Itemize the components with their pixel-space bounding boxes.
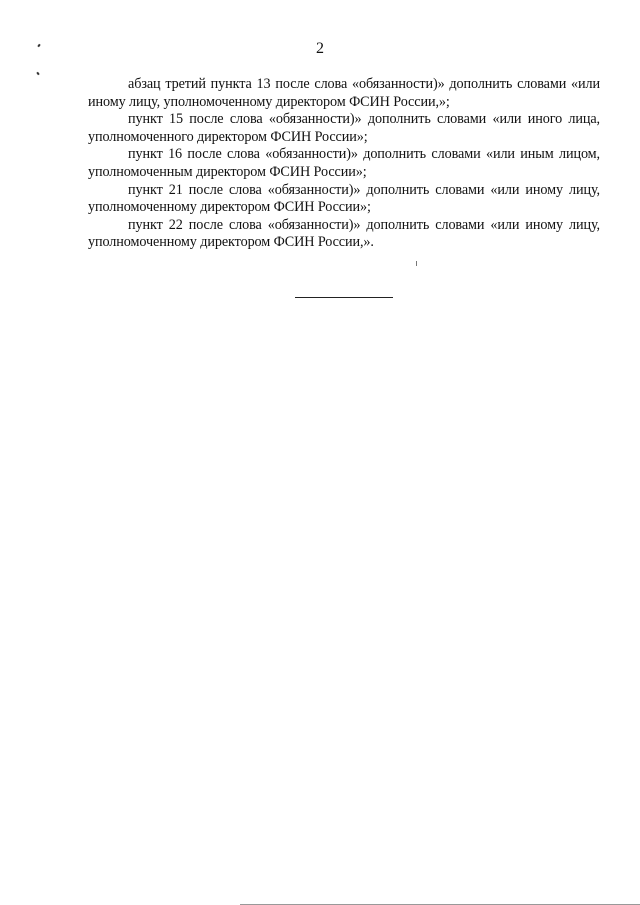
end-separator-line	[295, 297, 393, 298]
amendment-paragraph-3: пункт 16 после слова «обязанности)» дополнить словами «или иным лицом, уполномоченным директором ФСИН России»;	[88, 146, 600, 180]
amendment-paragraph-4: пункт 21 после слова «обязанности)» дополнить словами «или иному лицу, уполномоченному директором ФСИН России»;	[88, 181, 600, 216]
amendment-paragraph-5: пункт 22 после слова «обязанности)» дополнить словами «или иному лицу, уполномоченному директором ФСИН России,».	[88, 216, 600, 251]
amendment-paragraph-1: абзац третий пункта 13 после слова «обязанности)» дополнить словами «или иному лицу, уполномоченному директором ФСИН России,»;	[88, 76, 600, 110]
document-body	[88, 76, 600, 252]
amendment-paragraph-2: пункт 15 после слова «обязанности)» дополнить словами «или иного лица, уполномоченного директором ФСИН России»;	[88, 111, 600, 145]
page-number: 2	[316, 40, 324, 57]
scan-artifact-mark	[416, 261, 417, 266]
scan-artifact-mark	[36, 72, 39, 76]
